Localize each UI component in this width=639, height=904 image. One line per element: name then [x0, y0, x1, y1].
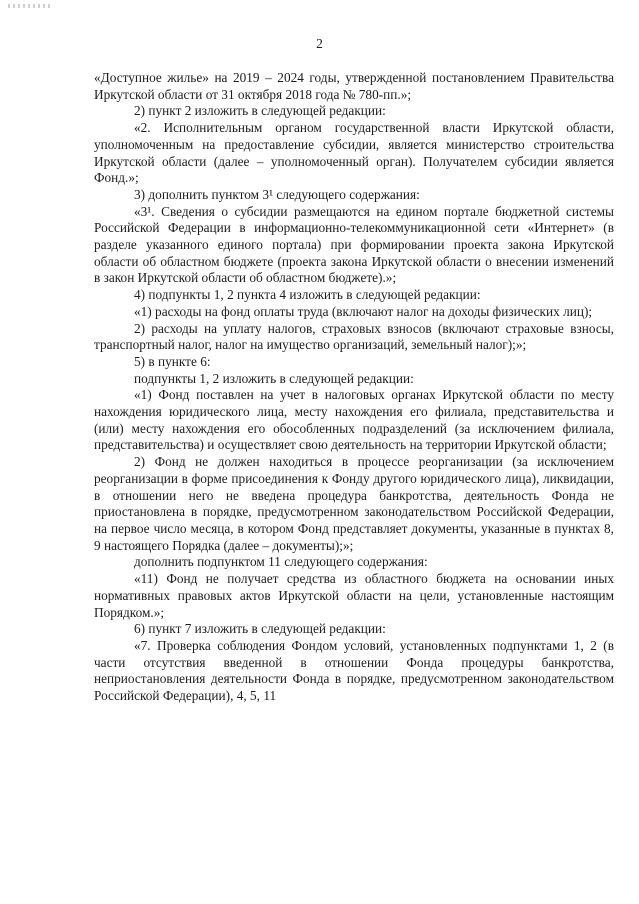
paragraph: 2) расходы на уплату налогов, страховых взносов (включают страховые взносы, транспортный налог, налог на имущество организаций, земельный налог);»;	[94, 320, 614, 353]
paragraph: «11) Фонд не получает средства из областного бюджета на основании иных нормативных правовых актов Иркутской области на цели, установленные настоящим Порядком.»;	[94, 571, 614, 620]
page-number: 2	[316, 36, 323, 51]
paragraph: 3) дополнить пунктом 3¹ следующего содержания:	[134, 186, 420, 202]
paragraph: 6) пункт 7 изложить в следующей редакции:	[134, 621, 386, 637]
paragraph: «1) расходы на фонд оплаты труда (включают налог на доходы физических лиц);	[134, 303, 593, 319]
paragraph: дополнить подпунктом 11 следующего содержания:	[134, 554, 428, 570]
paragraph: «Доступное жилье» на 2019 – 2024 годы, утвержденной постановлением Правительства Иркутской области от 31 октября 2018 года № 780-пп.»;	[94, 70, 614, 102]
paragraph: «3¹. Сведения о субсидии размещаются на едином портале бюджетной системы Российской Федерации в информационно-телекоммуникационной сети «Интернет» (в разделе указанного единого портала) при формировании проекта закона Иркутской области об областном бюджете (проекта закона Иркутской области о внесении изменений в закон Иркутской области об областном бюджете).»;	[94, 203, 614, 286]
paragraph: «2. Исполнительным органом государственной власти Иркутской области, уполномоченным на предоставление субсидии, является министерство строительства Иркутской области (далее – уполномоченный орган). Получателем субсидии является Фонд.»;	[94, 120, 614, 186]
paragraph: подпункты 1, 2 изложить в следующей редакции:	[134, 370, 414, 386]
paragraph: «7. Проверка соблюдения Фондом условий, установленных подпунктами 1, 2 (в части отсутствия введенной в отношении Фонда процедуры банкротства, неприостановления деятельности Фонда в порядке, предусмотренном законодательством Российской Федерации), 4, 5, 11	[94, 637, 614, 704]
paragraph: 4) подпункты 1, 2 пункта 4 изложить в следующей редакции:	[134, 287, 481, 303]
paragraph: «1) Фонд поставлен на учет в налоговых органах Иркутской области по месту нахождения юридического лица, месту нахождения его филиала, представительства и (или) месту нахождения его обособленных подразделений (за исключением филиала, представительства) и осуществляет свою деятельность на территории Иркутской области;	[94, 387, 614, 453]
paragraph: 2) Фонд не должен находиться в процессе реорганизации (за исключением реорганизации в форме присоединения к Фонду другого юридического лица), ликвидации, в отношении него не введена процедура банкротства, деятельность Фонда не приостановлена в порядке, предусмотренном законодательством Российской Федерации, на первое число месяца, в котором Фонд представляет документы, указанные в пунктах 8, 9 настоящего Порядка (далее – документы);»;	[94, 454, 614, 553]
scan-artifact	[8, 4, 50, 8]
document-body	[94, 70, 614, 705]
paragraph: 2) пункт 2 изложить в следующей редакции:	[134, 103, 386, 119]
paragraph: 5) в пункте 6:	[134, 353, 211, 369]
